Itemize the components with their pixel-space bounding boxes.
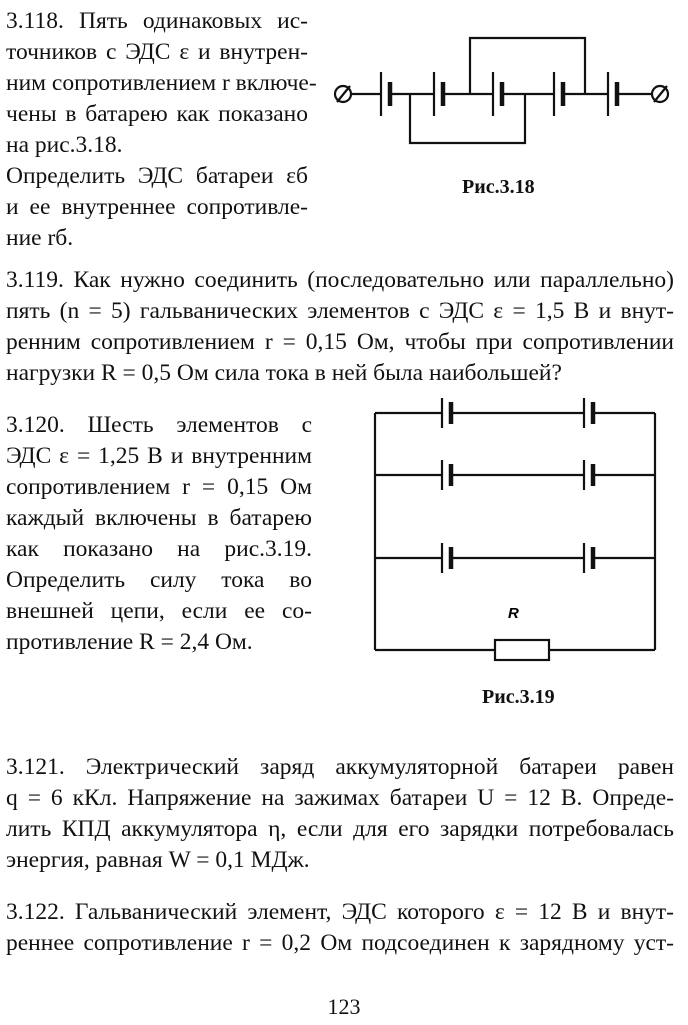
resistor-icon bbox=[495, 640, 549, 660]
problem-3-122 bbox=[6, 897, 674, 959]
text-line: противление R = 2,4 Ом. bbox=[6, 629, 253, 655]
row-3 bbox=[375, 543, 655, 573]
text-line: Определить силу тока во bbox=[6, 567, 312, 593]
text-line: чены в батарею как показано bbox=[6, 101, 308, 127]
text-line: каждый включены в батарею bbox=[6, 505, 312, 531]
text-line: пять (n = 5) гальванических элементов с ЭДС ε = 1,5 В и внут- bbox=[6, 298, 674, 324]
resistor-label: R bbox=[508, 605, 519, 622]
text-line: Определить ЭДС батареи εб bbox=[6, 163, 308, 189]
figure-3-19-caption: Рис.3.19 bbox=[482, 686, 555, 708]
text-line: 3.119. Как нужно соединить (последовательно или параллельно) bbox=[6, 267, 674, 293]
text-line: как показано на рис.3.19. bbox=[6, 536, 312, 562]
text-line: ЭДС ε = 1,25 В и внутренним bbox=[6, 443, 312, 469]
text-line: реннее сопротивление r = 0,2 Ом подсоединен к зарядному уст- bbox=[6, 930, 674, 956]
figure-3-18-caption: Рис.3.18 bbox=[462, 176, 535, 198]
text-line: 3.122. Гальванический элемент, ЭДС которого ε = 12 В и внут- bbox=[6, 899, 674, 925]
text-line: ние rб. bbox=[6, 225, 74, 251]
text-line: и ее внутреннее сопротивле- bbox=[6, 194, 308, 220]
row-1 bbox=[375, 398, 655, 428]
text-line: лить КПД аккумулятора η, если для его зарядки потребовалась bbox=[6, 816, 674, 842]
text-line: q = 6 кКл. Напряжение на зажимах батареи U = 12 В. Опреде- bbox=[6, 785, 674, 811]
text-line: 3.120. Шесть элементов с bbox=[6, 412, 312, 438]
text-line: ренним сопротивлением r = 0,15 Ом, чтобы при сопротивлении bbox=[6, 329, 674, 355]
text-line: энергия, равная W = 0,1 МДж. bbox=[6, 847, 310, 873]
text-line: сопротивлением r = 0,15 Ом bbox=[6, 474, 312, 500]
text-line: 3.118. Пять одинаковых ис- bbox=[6, 8, 308, 34]
problem-3-121 bbox=[6, 752, 674, 876]
row-2 bbox=[375, 460, 655, 490]
text-line: 3.121. Электрический заряд аккумуляторной батареи равен bbox=[6, 754, 674, 780]
text-line: точников с ЭДС ε и внутрен- bbox=[6, 39, 308, 65]
text-line: нагрузки R = 0,5 Ом сила тока в ней была наибольшей? bbox=[6, 360, 562, 386]
text-line: внешней цепи, если ее со- bbox=[6, 598, 312, 624]
text-line: ним сопротивлением r включе- bbox=[6, 70, 317, 96]
text-line: на рис.3.18. bbox=[6, 132, 123, 158]
page-number: 123 bbox=[327, 994, 361, 1019]
